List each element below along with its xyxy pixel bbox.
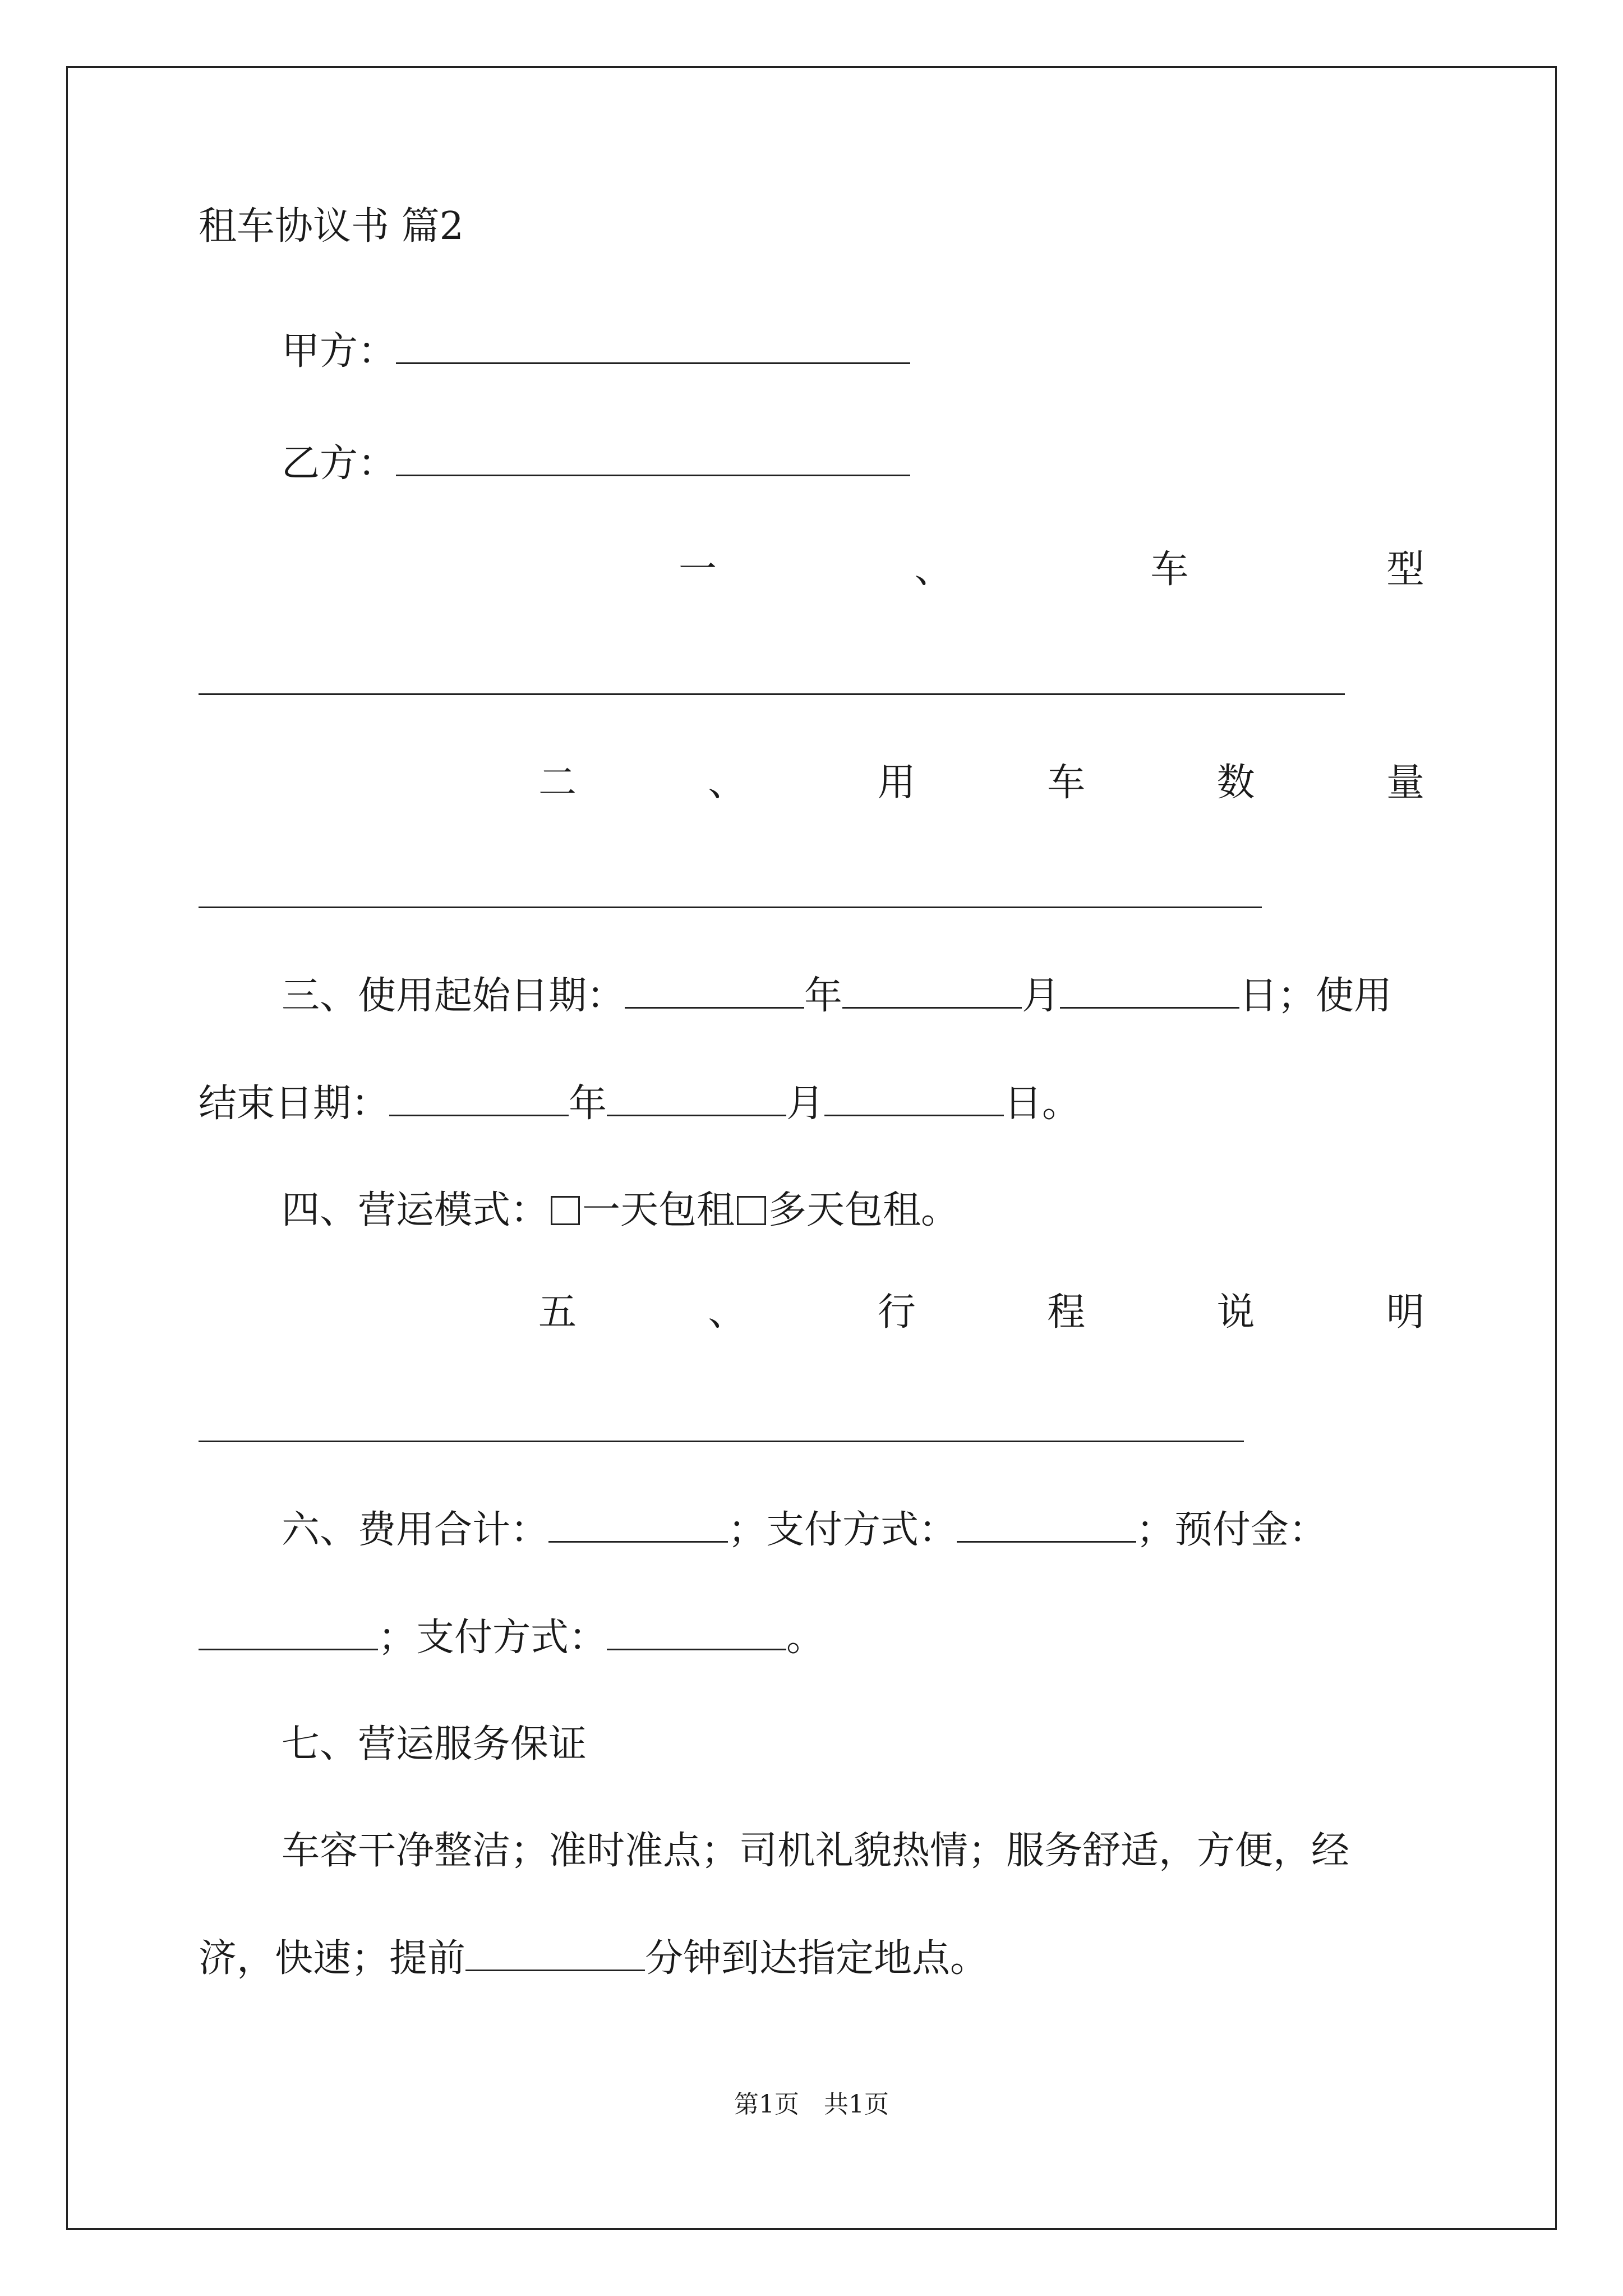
prepay-blank[interactable] bbox=[199, 1614, 378, 1650]
start-year-blank[interactable] bbox=[625, 972, 804, 1009]
s6-pay1: ；支付方式： bbox=[728, 1508, 957, 1552]
section-2-heading bbox=[538, 758, 1424, 808]
multi-day-checkbox[interactable] bbox=[737, 1196, 766, 1225]
end-day-blank[interactable] bbox=[824, 1080, 1004, 1116]
s3-label: 三、使用起始日期： bbox=[282, 974, 625, 1018]
s1-char: 车 bbox=[1150, 547, 1189, 592]
s6-end: 。 bbox=[786, 1616, 825, 1660]
s1-char: 一 bbox=[679, 547, 717, 592]
page-footer: 第1页 共1页 bbox=[734, 2090, 889, 2119]
s2-char: 车 bbox=[1047, 761, 1086, 805]
s6-prepay: ；预付金： bbox=[1136, 1508, 1327, 1552]
section-5-blank[interactable] bbox=[199, 1441, 1244, 1442]
s2-char: 、 bbox=[708, 761, 746, 805]
multi-day-label: 多天包租。 bbox=[768, 1188, 960, 1232]
section-1-heading bbox=[679, 545, 1424, 595]
s3-day: 日；使用 bbox=[1239, 974, 1393, 1018]
s5-char: 、 bbox=[708, 1290, 746, 1335]
s3-year2: 年 bbox=[569, 1082, 607, 1126]
s4-label: 四、营运模式： bbox=[282, 1188, 549, 1232]
section-3-line-2 bbox=[199, 1079, 1080, 1129]
party-b-blank[interactable] bbox=[396, 440, 910, 476]
s2-char: 二 bbox=[538, 761, 577, 805]
s3-month: 月 bbox=[1022, 974, 1061, 1018]
s6-pay2: ；支付方式： bbox=[378, 1616, 607, 1660]
party-a-line bbox=[282, 327, 910, 376]
s7-body2-a: 济，快速；提前 bbox=[199, 1936, 466, 1981]
section-6-line-2 bbox=[199, 1613, 824, 1663]
s3-end: 日。 bbox=[1004, 1082, 1081, 1126]
s6-label: 六、费用合计： bbox=[282, 1508, 549, 1552]
end-year-blank[interactable] bbox=[389, 1080, 569, 1116]
start-day-blank[interactable] bbox=[1060, 972, 1239, 1009]
s5-char: 说 bbox=[1216, 1290, 1255, 1335]
s2-char: 数 bbox=[1216, 761, 1255, 805]
s3-end-label: 结束日期： bbox=[199, 1082, 390, 1126]
one-day-checkbox[interactable] bbox=[551, 1196, 580, 1225]
s5-char: 行 bbox=[877, 1290, 916, 1335]
s7-body2-b: 分钟到达指定地点。 bbox=[645, 1936, 989, 1981]
s2-char: 用 bbox=[877, 761, 916, 805]
s1-char: 型 bbox=[1386, 547, 1424, 592]
payment-method-blank[interactable] bbox=[957, 1506, 1136, 1543]
section-6-line-1 bbox=[282, 1506, 1327, 1555]
section-2-blank[interactable] bbox=[199, 907, 1262, 908]
section-7-body-2 bbox=[199, 1934, 988, 1984]
s3-year: 年 bbox=[804, 974, 843, 1018]
minutes-blank[interactable] bbox=[465, 1935, 645, 1971]
section-7-heading: 七、营运服务保证 bbox=[282, 1722, 587, 1766]
s5-char: 五 bbox=[538, 1290, 577, 1335]
section-1-blank[interactable] bbox=[199, 693, 1345, 695]
document-title: 租车协议书 篇2 bbox=[199, 204, 464, 249]
party-a-blank[interactable] bbox=[396, 328, 910, 364]
s5-char: 程 bbox=[1047, 1290, 1086, 1335]
one-day-label: 一天包租 bbox=[582, 1188, 735, 1232]
prepay-method-blank[interactable] bbox=[607, 1614, 786, 1650]
section-5-heading bbox=[538, 1288, 1424, 1337]
section-7-body-1: 车容干净整洁；准时准点；司机礼貌热情；服务舒适，方便，经 bbox=[282, 1829, 1350, 1873]
start-month-blank[interactable] bbox=[842, 972, 1022, 1009]
section-4-line bbox=[282, 1186, 959, 1235]
end-month-blank[interactable] bbox=[607, 1080, 786, 1116]
s1-char: 、 bbox=[914, 547, 953, 592]
party-b-label: 乙方： bbox=[282, 441, 396, 486]
s2-char: 量 bbox=[1386, 761, 1424, 805]
s3-month2: 月 bbox=[786, 1082, 825, 1126]
s5-char: 明 bbox=[1386, 1290, 1424, 1335]
party-b-line bbox=[282, 439, 910, 489]
party-a-label: 甲方： bbox=[282, 329, 396, 374]
total-fee-blank[interactable] bbox=[548, 1506, 728, 1543]
page-border bbox=[66, 66, 1557, 2230]
section-3-line-1 bbox=[282, 972, 1392, 1021]
